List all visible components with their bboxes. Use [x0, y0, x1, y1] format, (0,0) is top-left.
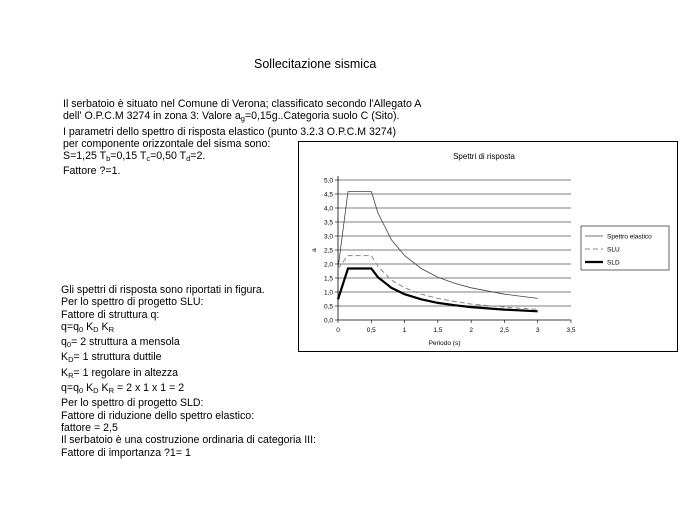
text: =0,15 T: [110, 150, 147, 163]
intro-line: [63, 110, 421, 125]
text: Per lo spettro di progetto SLU:: [61, 296, 204, 309]
text: = 1 struttura duttile: [73, 351, 162, 364]
y-tick-label: 2,5: [323, 247, 333, 255]
text: K: [98, 320, 109, 333]
response-spectrum-chart: [298, 141, 678, 352]
intro-line: [63, 98, 421, 110]
text: = 2 x 1 x 1 = 2: [114, 382, 185, 395]
y-tick-label: 1,5: [323, 275, 333, 283]
y-axis-label: a: [311, 248, 318, 252]
body-line: [61, 367, 316, 382]
x-tick-label: 1,5: [433, 327, 443, 334]
x-tick-label: 2: [469, 327, 473, 334]
body-line: [61, 321, 316, 336]
body-line: [61, 296, 316, 308]
series-line-sld: [338, 269, 538, 312]
body-line: [61, 336, 316, 351]
body-line: [61, 284, 316, 296]
text: dell' O.P.C.M 3274 in zona 3: Valore a: [63, 110, 241, 123]
text: =0,50 T: [150, 150, 187, 163]
body-line: [61, 447, 316, 459]
y-tick-label: 2,0: [323, 261, 333, 269]
legend-label: SLD: [607, 259, 620, 267]
text: S=1,25 T: [63, 150, 107, 163]
text: per componente orizzontale del sisma sono:: [63, 137, 271, 150]
body-line: [61, 397, 316, 409]
text: = 2 struttura a mensola: [71, 336, 180, 349]
body-line: [61, 410, 316, 422]
text: = 1 regolare in altezza: [73, 366, 179, 379]
document-title: Sollecitazione sismica: [254, 57, 377, 71]
subscript: 0: [78, 386, 84, 396]
text: =2.: [190, 150, 206, 163]
text: K: [83, 320, 94, 333]
subscript: D: [68, 355, 74, 365]
subscript: g: [240, 114, 245, 124]
y-tick-label: 1,0: [323, 289, 333, 297]
subscript: 0: [66, 340, 72, 350]
legend-label: Spettro elastico: [607, 233, 652, 241]
intro-line: [63, 126, 421, 138]
x-axis-label: Periodo (s): [428, 340, 461, 347]
subscript: R: [108, 386, 115, 396]
y-tick-label: 0,0: [323, 317, 333, 325]
text: K: [98, 382, 109, 395]
body-line: [61, 309, 316, 321]
text: K: [61, 351, 69, 364]
subscript: R: [108, 324, 115, 334]
y-tick-label: 4,0: [323, 205, 333, 213]
x-tick-label: 3,5: [566, 327, 576, 334]
text: Fattore di riduzione dello spettro elastico:: [61, 409, 255, 422]
body-line: [61, 434, 316, 446]
body-paragraph: [61, 284, 316, 459]
subscript: b: [106, 154, 111, 164]
text: Fattore ?=1.: [63, 165, 121, 178]
subscript: 0: [78, 324, 84, 334]
text: Gli spettri di risposta sono riportati in figura.: [61, 284, 265, 296]
body-line: [61, 382, 316, 397]
text: q: [61, 336, 67, 349]
y-tick-label: 0,5: [323, 303, 333, 311]
series-line-spettro-elastico: [338, 192, 538, 299]
y-tick-label: 5,0: [323, 177, 333, 185]
subscript: D: [93, 386, 99, 396]
subscript: c: [146, 154, 151, 164]
y-tick-label: 4,5: [323, 191, 333, 199]
text: =0,15g..Categoria suolo C (Sito).: [244, 110, 400, 123]
text: K: [61, 366, 69, 379]
subscript: d: [186, 154, 191, 164]
text: Per lo spettro di progetto SLD:: [61, 397, 204, 410]
x-tick-label: 0,5: [366, 327, 376, 334]
text: K: [83, 382, 94, 395]
chart-title: Spettri di risposta: [453, 152, 515, 161]
series-line-slu: [338, 256, 538, 310]
body-line: [61, 422, 316, 434]
text: Il serbatoio è una costruzione ordinaria di categoria III:: [61, 434, 316, 447]
text: fattore = 2,5: [61, 421, 118, 434]
subscript: D: [93, 324, 99, 334]
text: I parametri dello spettro di risposta elastico (punto 3.2.3 O.P.C.M 3274): [63, 125, 397, 138]
subscript: R: [68, 370, 74, 380]
x-tick-label: 3: [535, 327, 540, 334]
text: Fattore di struttura q:: [61, 308, 160, 321]
chart-svg: [299, 142, 677, 351]
x-tick-label: 1: [402, 327, 407, 334]
x-tick-label: 0: [336, 327, 340, 334]
legend-label: SLU: [607, 246, 620, 254]
body-line: [61, 351, 316, 366]
y-tick-label: 3,5: [323, 219, 333, 227]
y-tick-label: 3,0: [323, 233, 333, 241]
x-tick-label: 2,5: [499, 327, 509, 334]
text: Il serbatoio è situato nel Comune di Verona; classificato secondo l'Allegato A: [63, 98, 422, 110]
text: Fattore di importanza ?1= 1: [61, 446, 191, 459]
text: q=q: [61, 320, 79, 333]
text: q=q: [61, 382, 79, 395]
